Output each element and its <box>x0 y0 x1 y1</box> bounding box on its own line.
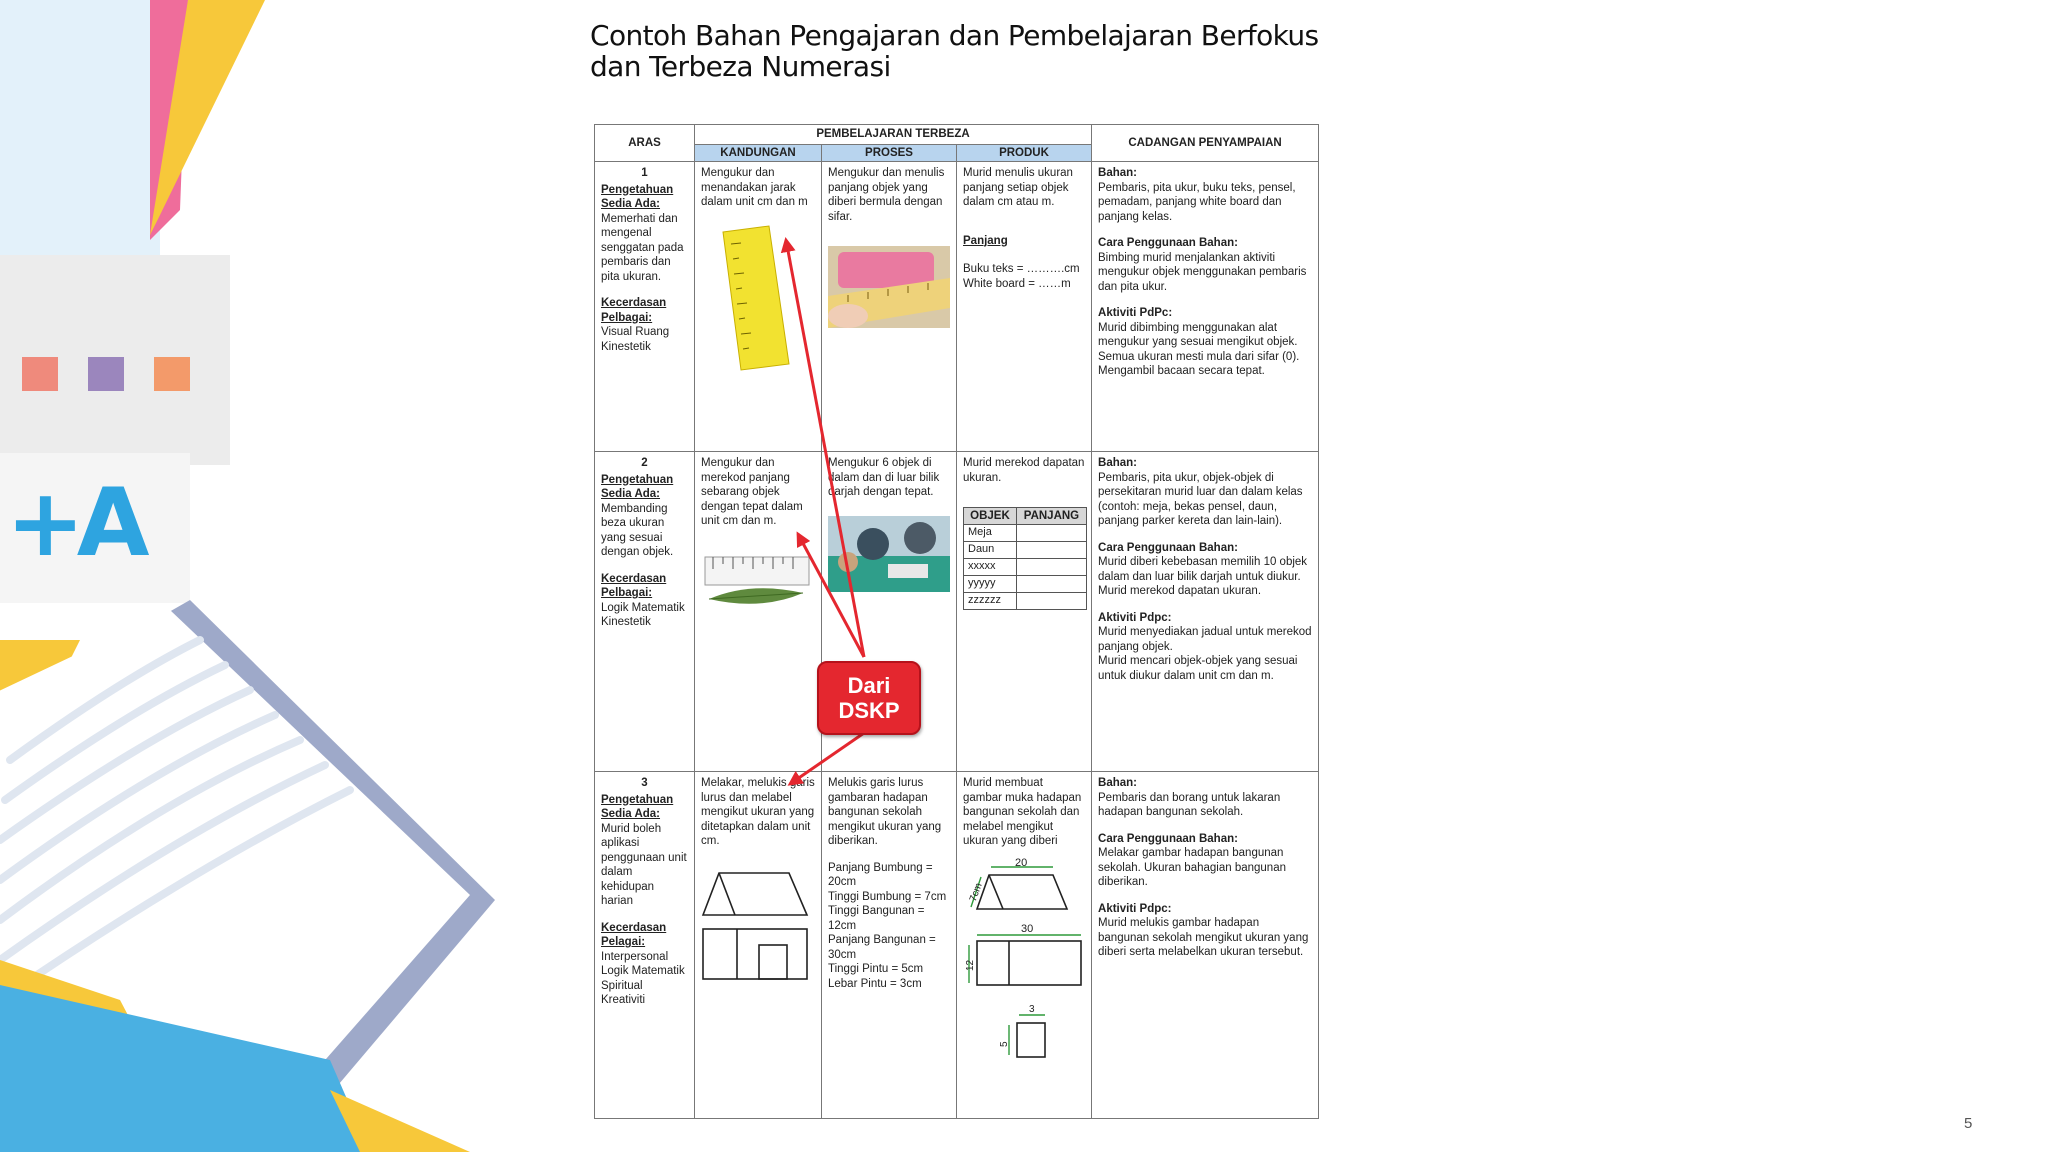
psa-label: Pengetahuan Sedia Ada: <box>601 793 674 820</box>
produk-label: Panjang <box>963 234 1008 247</box>
aktiviti-label: Aktiviti PdPc: <box>1098 307 1173 319</box>
cara-label: Cara Penggunaan Bahan: <box>1098 237 1238 249</box>
kandungan-cell <box>695 452 822 772</box>
ruler-leaf-image <box>701 555 813 617</box>
dimension-item: Tinggi Bumbung = 7cm <box>828 890 947 903</box>
psa-label: Pengetahuan Sedia Ada: <box>601 183 674 210</box>
aktiviti-text: Semua ukuran mesti mula dari sifar (0). <box>1098 350 1300 363</box>
table-row <box>595 452 1319 772</box>
kp-text: Logik Matematik Kinestetik <box>601 601 685 628</box>
fig-label-roof-width: 20 <box>1015 856 1028 869</box>
kandungan-cell <box>695 162 822 452</box>
slide-title: Contoh Bahan Pengajaran dan Pembelajaran Berfokus dan Terbeza Numerasi <box>590 19 1319 83</box>
produk-line-1: Buku teks = ……….cm <box>963 263 1080 275</box>
callout-line-1: Dari <box>847 673 891 698</box>
cara-text: Murid merekod dapatan ukuran. <box>1098 585 1262 597</box>
cara-text: Bimbing murid menjalankan aktiviti mengukur objek menggunakan pembaris dan pita ukur. <box>1098 251 1307 293</box>
psa-text: Murid boleh aplikasi penggunaan unit dalam kehidupan harian <box>601 822 687 907</box>
building-sketch <box>701 871 813 983</box>
aktiviti-text: Murid melukis gambar hadapan bangunan sekolah mengikut ukuran yang diberi serta melabelkan ukuran tersebut. <box>1098 917 1309 958</box>
proses-cell <box>822 162 957 452</box>
page-number: 5 <box>1964 1115 1973 1132</box>
fig-label-roof-height: 7cm <box>967 881 985 903</box>
fig-label-body-width: 30 <box>1021 922 1034 935</box>
aras-cell <box>595 452 695 772</box>
proses-text: Mengukur 6 objek di dalam dan di luar bilik darjah dengan tepat. <box>828 457 940 498</box>
bahan-text: Pembaris dan borang untuk lakaran hadapan bangunan sekolah. <box>1098 791 1281 818</box>
fig-label-body-height: 12 <box>965 959 976 971</box>
table-row <box>595 162 1319 452</box>
record-object: xxxxx <box>964 559 1017 576</box>
psa-label: Pengetahuan Sedia Ada: <box>601 473 674 500</box>
record-table <box>963 507 1087 610</box>
kp-label: Kecerdasan Pelbagai: <box>601 572 667 599</box>
produk-cell <box>957 452 1092 772</box>
labelled-building-figure <box>963 857 1085 1062</box>
kandungan-text: Mengukur dan merekod panjang sebarang objek dengan tepat dalam unit cm dan m. <box>701 457 803 527</box>
cadangan-cell <box>1092 772 1319 1119</box>
kandungan-text: Mengukur dan menandakan jarak dalam unit cm dan m <box>701 167 808 208</box>
record-value <box>1016 576 1086 593</box>
kp-label: Kecerdasan Pelbagai: <box>601 297 667 324</box>
aktiviti-label: Aktiviti Pdpc: <box>1098 902 1172 915</box>
record-object: Daun <box>964 542 1017 559</box>
aktiviti-text: Murid menyediakan jadual untuk merekod panjang objek. <box>1098 626 1312 653</box>
psa-text: Membanding beza ukuran yang sesuai dengan objek. <box>601 502 674 558</box>
document-table <box>594 124 1318 1119</box>
header-produk: PRODUK <box>957 144 1092 162</box>
record-object: Meja <box>964 525 1017 542</box>
kandungan-cell <box>695 772 822 1119</box>
plus-a-logo: +A <box>6 469 142 578</box>
kp-text: Interpersonal Logik Matematik Spiritual Kreativiti <box>601 950 685 1006</box>
psa-text: Memerhati dan mengenal senggatan pada pembaris dan pita ukuran. <box>601 212 684 283</box>
bahan-label: Bahan: <box>1098 457 1137 469</box>
aras-cell <box>595 772 695 1119</box>
dimension-item: Panjang Bumbung = 20cm <box>828 861 933 888</box>
produk-cell <box>957 162 1092 452</box>
proses-text: Mengukur dan menulis panjang objek yang diberi bermula dengan sifar. <box>828 167 945 223</box>
fig-label-door-height: 5 <box>999 1040 1010 1047</box>
produk-cell <box>957 772 1092 1119</box>
bahan-label: Bahan: <box>1098 167 1137 179</box>
cara-label: Cara Penggunaan Bahan: <box>1098 832 1238 845</box>
produk-line-2: White board = ……m <box>963 277 1071 290</box>
bahan-label: Bahan: <box>1098 777 1137 789</box>
students-photo <box>828 516 950 592</box>
produk-text: Murid menulis ukuran panjang setiap objek dalam cm atau m. <box>963 167 1073 208</box>
pink-square <box>22 357 58 391</box>
aras-cell <box>595 162 695 452</box>
cadangan-cell <box>1092 452 1319 772</box>
cara-label: Cara Penggunaan Bahan: <box>1098 541 1238 554</box>
dimension-item: Tinggi Bangunan = 12cm <box>828 905 925 932</box>
record-object: zzzzzz <box>964 593 1017 610</box>
level-number: 1 <box>641 167 648 179</box>
record-object: yyyyy <box>964 576 1017 593</box>
dimension-item: Lebar Pintu = 3cm <box>828 977 922 990</box>
header-cadangan: CADANGAN PENYAMPAIAN <box>1092 125 1319 162</box>
callout-line-2: DSKP <box>838 698 900 723</box>
produk-text: Murid membuat gambar muka hadapan bangunan sekolah dan melabel mengikut ukuran yang diberi <box>963 777 1082 847</box>
record-value <box>1016 593 1086 610</box>
kp-text: Visual Ruang Kinestetik <box>601 326 670 353</box>
record-header-panjang: PANJANG <box>1016 508 1086 525</box>
orange-square <box>154 357 190 391</box>
fig-label-door-width: 3 <box>1029 1003 1035 1015</box>
kandungan-text: Melakar, melukis garis lurus dan melabel mengikut ukuran yang ditetapkan dalam unit cm. <box>701 777 815 847</box>
kp-label: Kecerdasan Pelagai: <box>601 921 667 948</box>
header-proses: PROSES <box>822 144 957 162</box>
level-number: 2 <box>641 457 648 469</box>
ruler-image <box>701 224 813 374</box>
dimension-item: Panjang Bangunan = 30cm <box>828 934 936 961</box>
cadangan-cell <box>1092 162 1319 452</box>
proses-text: Melukis garis lurus gambaran hadapan bangunan sekolah mengikut ukuran yang diberikan. <box>828 777 942 847</box>
record-value <box>1016 559 1086 576</box>
bahan-text: Pembaris, pita ukur, objek-objek di persekitaran murid luar dan dalam kelas (contoh: meja, bekas pensel, daun, panjang parker kereta dan lain-lain). <box>1098 471 1303 527</box>
table-row <box>595 772 1319 1119</box>
aktiviti-text: Mengambil bacaan secara tepat. <box>1098 365 1265 377</box>
cara-text: Melakar gambar hadapan bangunan sekolah. Ukuran bahagian bangunan diberikan. <box>1098 847 1286 888</box>
header-aras: ARAS <box>595 125 695 162</box>
header-kandungan: KANDUNGAN <box>695 144 822 162</box>
produk-text: Murid merekod dapatan ukuran. <box>963 457 1085 484</box>
measuring-photo <box>828 246 950 328</box>
level-number: 3 <box>641 777 648 789</box>
dskp-callout <box>817 661 921 735</box>
aktiviti-label: Aktiviti Pdpc: <box>1098 611 1172 624</box>
record-header-objek: OBJEK <box>964 508 1017 525</box>
aktiviti-text: Murid dibimbing menggunakan alat mengukur yang sesuai mengikut objek. <box>1098 321 1298 348</box>
header-pembelajaran-terbeza: PEMBELAJARAN TERBEZA <box>695 125 1092 145</box>
record-value <box>1016 525 1086 542</box>
record-value <box>1016 542 1086 559</box>
cara-text: Murid diberi kebebasan memilih 10 objek dalam dan luar bilik darjah untuk diukur. <box>1098 556 1308 583</box>
purple-square <box>88 357 124 391</box>
aktiviti-text: Murid mencari objek-objek yang sesuai untuk diukur dalam unit cm dan m. <box>1098 655 1298 682</box>
dimension-item: Tinggi Pintu = 5cm <box>828 963 924 975</box>
proses-cell <box>822 772 957 1119</box>
bahan-text: Pembaris, pita ukur, buku teks, pensel, pemadam, panjang white board dan panjang kelas. <box>1098 181 1296 223</box>
